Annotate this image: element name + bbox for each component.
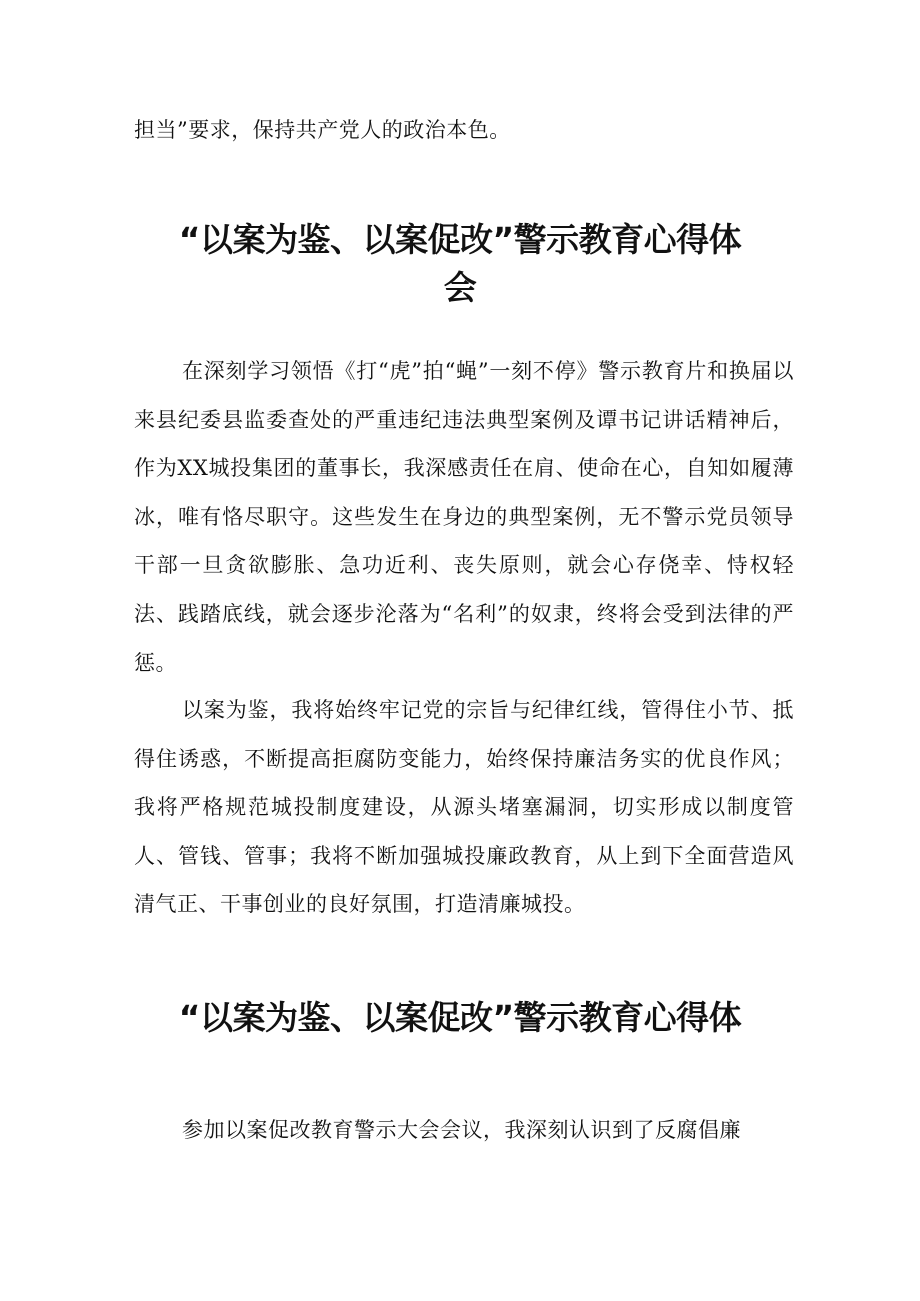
section-title (0, 216, 920, 312)
section-title-line-1: “以案为鉴、以案促改”警示教育心得体 (178, 220, 742, 259)
body-paragraph: 参加以案促改教育警示大会会议，我深刻认识到了反腐倡廉 (182, 1118, 741, 1142)
continuation-paragraph: 担当”要求，保持共产党人的政治本色。 (134, 118, 511, 142)
section-title (0, 994, 920, 1042)
section-title-line-1: “以案为鉴、以案促改”警示教育心得体 (178, 998, 742, 1037)
body-paragraph: 以案为鉴，我将始终牢记党的宗旨与纪律红线，管得住小节、抵得住诱惑，不断提高拒腐防变能力，始终保持廉洁务实的优良作风；我将严格规范城投制度建设，从源头堵塞漏洞，切实形成以制度管人、管钱、管事；我将不断加强城投廉政教育，从上到下全面营造风清气正、干事创业的良好氛围，打造清廉城投。 (134, 698, 794, 917)
section-title-line-2: 会 (443, 268, 477, 307)
body-paragraph: 在深刻学习领悟《打“虎”拍“蝇”一刻不停》警示教育片和换届以来县纪委县监委查处的严重违纪违法典型案例及谭书记讲话精神后，作为XX城投集团的董事长，我深感责任在肩、使命在心，自知如履薄冰，唯有恪尽职守。这些发生在身边的典型案例，无不警示党员领导干部一旦贪欲膨胀、急功近利、丧失原则，就会心存侥幸、恃权轻法、践踏底线，就会逐步沦落为“名利”的奴隶，终将会受到法律的严惩。 (134, 359, 794, 675)
